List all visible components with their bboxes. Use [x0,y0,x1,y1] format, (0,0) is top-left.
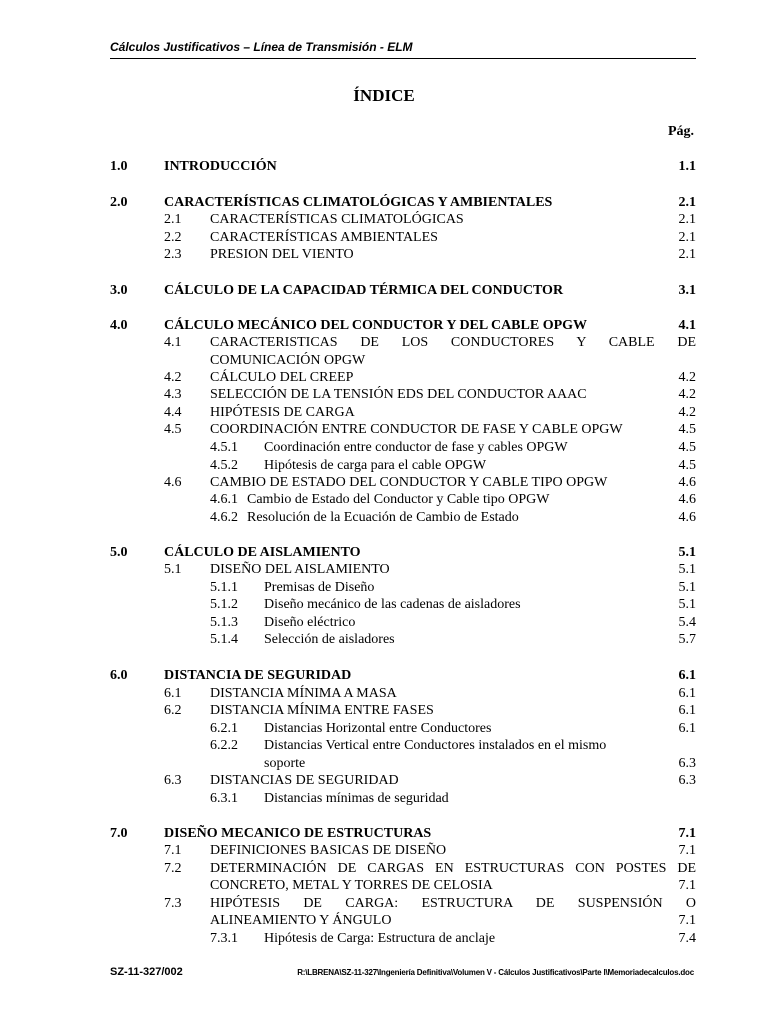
toc-entry-page: 4.5 [678,422,696,437]
toc-entry-number: 6.2.1 [210,721,238,736]
toc-entry-page: 4.5 [678,458,696,473]
toc-entry-title: Hipótesis de Carga: Estructura de anclaje [264,931,496,946]
toc-entry-page: 4.5 [678,440,696,455]
toc-entry [164,877,696,894]
toc-entry-number: 2.0 [110,195,128,210]
toc-entry-number: 4.1 [164,335,182,350]
toc-entry-page: 1.1 [678,159,696,174]
toc-entry [110,317,696,334]
toc-entry-number: 6.0 [110,668,128,683]
toc-entry-title: soporte [264,756,306,771]
toc-entry-title: Cambio de Estado del Conductor y Cable tipo OPGW [247,492,550,507]
toc-entry-title: HIPÓTESIS DE CARGA [210,405,355,420]
toc-entry-page: 4.6 [678,510,696,525]
toc-entry-page: 5.1 [678,597,696,612]
toc-entry [210,439,696,456]
toc-entry-title: CÁLCULO DEL CREEP [210,370,354,385]
toc-entry [110,825,696,842]
toc-entry-number: 2.2 [164,230,182,245]
toc-entry-page: 2.1 [678,230,696,245]
toc-entry [210,596,696,613]
toc-entry-title: DISEÑO DEL AISLAMIENTO [210,562,390,577]
toc-entry-title: PRESION DEL VIENTO [210,247,354,262]
toc-entry [210,790,696,807]
toc-entry-number: 4.5.2 [210,458,238,473]
toc-entry-page: 6.3 [678,773,696,788]
toc-entry-title: DISTANCIAS DE SEGURIDAD [210,773,399,788]
toc-entry-number: 7.1 [164,843,182,858]
toc-entry [210,579,696,596]
toc-entry-title: Selección de aisladores [264,632,395,647]
toc-entry-page: 6.1 [678,721,696,736]
toc-entry-number: 5.0 [110,545,128,560]
toc-entry [164,702,696,719]
toc-entry [164,404,696,421]
toc-entry-title: Distancias mínimas de seguridad [264,791,449,806]
toc-entry-number: 5.1.1 [210,580,238,595]
toc-entry-number: 7.3 [164,896,182,911]
toc-entry [110,158,696,175]
toc-entry [164,386,696,403]
toc-entry-page: 4.2 [678,387,696,402]
toc-entry [210,491,696,508]
toc-entry-page: 4.1 [678,318,696,333]
toc-entry-page: 5.1 [678,545,696,560]
toc-entry-title: Coordinación entre conductor de fase y cables OPGW [264,440,568,455]
toc-entry [210,614,696,631]
toc-entry-page: 7.4 [678,931,696,946]
toc-entry-title: CONCRETO, METAL Y TORRES DE CELOSIA [210,878,493,893]
index-title: ÍNDICE [353,86,415,105]
toc-entry-page: 5.1 [678,562,696,577]
toc-entry-title: CARACTERISTICAS DE LOS CONDUCTORES Y CABLE DE [210,335,696,350]
toc-entry-page: 6.1 [678,703,696,718]
toc-entry-title: Premisas de Diseño [264,580,375,595]
toc-entry-title: COORDINACIÓN ENTRE CONDUCTOR DE FASE Y CABLE OPGW [210,422,623,437]
toc-entry-number: 5.1.2 [210,597,238,612]
toc-entry-page: 2.1 [678,212,696,227]
toc-entry-number: 5.1.3 [210,615,238,630]
toc-entry-title: COMUNICACIÓN OPGW [210,353,366,368]
toc-entry-number: 6.2.2 [210,738,238,753]
toc-entry-title: SELECCIÓN DE LA TENSIÓN EDS DEL CONDUCTOR AAAC [210,387,587,402]
toc-entry [110,282,696,299]
toc-entry [164,842,696,859]
toc-entry [110,667,696,684]
toc-entry [164,229,696,246]
footer-file-path: R:\LBRENA\SZ-11-327\Ingeniería Definitiva\Volumen V - Cálculos Justificativos\Parte I\Memoriadecalculos.doc [297,968,694,977]
toc-entry-number: 7.0 [110,826,128,841]
running-header: Cálculos Justificativos – Línea de Transmisión - ELM [110,40,696,59]
toc-entry [210,930,696,947]
toc-entry-page: 6.3 [678,756,696,771]
toc-entry [210,631,696,648]
toc-entry-number: 4.4 [164,405,182,420]
toc-entry-number: 6.1 [164,686,182,701]
toc-entry [164,246,696,263]
toc-entry-page: 4.6 [678,492,696,507]
toc-entry [164,860,696,877]
toc-entry [210,457,696,474]
toc-entry-number: 5.1 [164,562,182,577]
toc-entry-page: 4.6 [678,475,696,490]
toc-entry [164,369,696,386]
toc-entry-number: 2.3 [164,247,182,262]
toc-entry-title: ALINEAMIENTO Y ÁNGULO [210,913,392,928]
toc-entry-title: DISTANCIA MÍNIMA ENTRE FASES [210,703,434,718]
toc-entry-title: CAMBIO DE ESTADO DEL CONDUCTOR Y CABLE TIPO OPGW [210,475,608,490]
toc-entry-number: 6.3.1 [210,791,238,806]
toc-entry [164,912,696,929]
toc-entry-number: 7.2 [164,861,182,876]
toc-entry [164,352,696,369]
toc-entry-page: 3.1 [678,283,696,298]
toc-entry [164,474,696,491]
toc-entry-title: CÁLCULO MECÁNICO DEL CONDUCTOR Y DEL CABLE OPGW [164,318,588,333]
toc-entry-number: 6.3 [164,773,182,788]
toc-entry [164,685,696,702]
toc-entry-page: 2.1 [678,195,696,210]
toc-entry-number: 4.2 [164,370,182,385]
toc-entry-page: 5.1 [678,580,696,595]
toc-entry [110,194,696,211]
toc-entry-title: DEFINICIONES BASICAS DE DISEÑO [210,843,447,858]
toc-entry-number: 2.1 [164,212,182,227]
toc-entry-title: CARACTERÍSTICAS CLIMATOLÓGICAS [210,212,464,227]
toc-entry [164,211,696,228]
toc-entry-page: 7.1 [678,878,696,893]
toc-entry-title: CARACTERÍSTICAS AMBIENTALES [210,230,438,245]
page-column-label: Pág. [667,124,694,139]
toc-entry-title: DISEÑO MECANICO DE ESTRUCTURAS [164,826,432,841]
toc-entry [164,421,696,438]
toc-entry-number: 4.6 [164,475,182,490]
toc-entry-number: 6.2 [164,703,182,718]
toc-entry [210,509,696,526]
toc-entry-title: Diseño eléctrico [264,615,356,630]
toc-entry-number: 1.0 [110,159,128,174]
toc-entry-title: Resolución de la Ecuación de Cambio de Estado [247,510,519,525]
toc-entry-page: 2.1 [678,247,696,262]
toc-entry-title: CARACTERÍSTICAS CLIMATOLÓGICAS Y AMBIENTALES [164,195,553,210]
toc-entry-number: 4.5 [164,422,182,437]
toc-entry-page: 7.1 [678,826,696,841]
toc-entry-page: 4.2 [678,405,696,420]
toc-entry-page: 5.4 [678,615,696,630]
toc-entry [164,895,696,912]
toc-entry-title: Distancias Vertical entre Conductores instalados en el mismo [264,738,607,753]
footer-document-code: SZ-11-327/002 [110,966,183,978]
toc-entry-page: 6.1 [678,686,696,701]
toc-entry-title: DETERMINACIÓN DE CARGAS EN ESTRUCTURAS CON POSTES DE [210,861,696,876]
toc-entry-number: 7.3.1 [210,931,238,946]
toc-entry-number: 4.5.1 [210,440,238,455]
toc-entry-page: 6.1 [678,668,696,683]
toc-entry-page: 7.1 [678,913,696,928]
toc-entry [210,755,696,772]
toc-entry-title: DISTANCIA MÍNIMA A MASA [210,686,397,701]
toc-entry-title: HIPÓTESIS DE CARGA: ESTRUCTURA DE SUSPENSIÓN O [210,896,696,911]
toc-entry-page: 7.1 [678,843,696,858]
toc-entry [110,544,696,561]
toc-entry-number: 4.6.1 [210,492,238,507]
toc-entry-title: CÁLCULO DE LA CAPACIDAD TÉRMICA DEL CONDUCTOR [164,283,564,298]
toc-entry [164,561,696,578]
toc-entry-title: DISTANCIA DE SEGURIDAD [164,668,352,683]
toc-entry-title: CÁLCULO DE AISLAMIENTO [164,545,361,560]
toc-entry [210,737,696,754]
toc-entry-number: 4.0 [110,318,128,333]
toc-entry-page: 4.2 [678,370,696,385]
toc-entry [210,720,696,737]
toc-entry-title: Hipótesis de carga para el cable OPGW [264,458,487,473]
toc-entry-number: 4.6.2 [210,510,238,525]
toc-entry-title: INTRODUCCIÓN [164,159,277,174]
toc-entry-number: 4.3 [164,387,182,402]
toc-entry-title: Diseño mecánico de las cadenas de aisladores [264,597,521,612]
toc-entry-page: 5.7 [678,632,696,647]
toc-entry [164,334,696,351]
toc-entry [164,772,696,789]
toc-entry-number: 5.1.4 [210,632,238,647]
toc-entry-title: Distancias Horizontal entre Conductores [264,721,492,736]
toc-entry-number: 3.0 [110,283,128,298]
